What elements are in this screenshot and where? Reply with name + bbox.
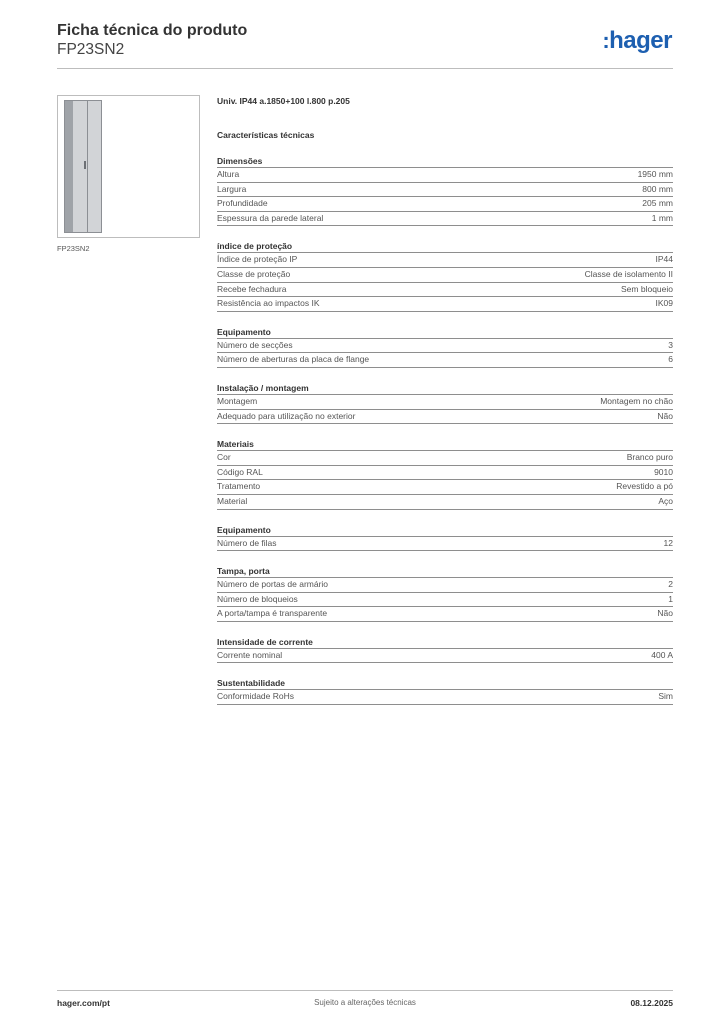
cabinet-door-split (87, 101, 88, 232)
spec-row (217, 649, 673, 664)
spec-value: Revestido a pó (616, 481, 673, 492)
spec-label: Material (217, 495, 248, 506)
logo-prefix: : (602, 28, 610, 53)
spec-row (217, 268, 673, 283)
spec-row (217, 451, 673, 466)
spec-section (217, 677, 673, 705)
spec-section (217, 382, 673, 424)
spec-label: Adequado para utilização no exterior (217, 410, 356, 421)
section-title: Equipamento (217, 524, 673, 537)
spec-value: Sem bloqueio (621, 283, 673, 294)
product-image (57, 95, 200, 238)
spec-row (217, 593, 673, 608)
spec-value: 205 mm (642, 198, 673, 209)
spec-row (217, 353, 673, 368)
spec-value: IP44 (655, 254, 673, 265)
spec-value: Branco puro (626, 452, 673, 463)
spec-row (217, 495, 673, 510)
spec-row (217, 339, 673, 354)
cabinet-side (65, 101, 73, 232)
spec-label: Profundidade (217, 198, 268, 209)
footer-divider (57, 990, 673, 991)
product-code: FP23SN2 (57, 41, 125, 58)
cabinet-handle (84, 161, 86, 169)
spec-value: 9010 (654, 466, 673, 477)
spec-value: 1 (668, 593, 673, 604)
spec-value: 400 A (651, 649, 673, 660)
spec-label: Número de filas (217, 537, 277, 548)
page-header (57, 20, 672, 70)
spec-value: Aço (658, 495, 673, 506)
section-title: Instalação / montagem (217, 382, 673, 395)
section-title: Sustentabilidade (217, 677, 673, 690)
footer-website: hager.com/pt (57, 998, 110, 1008)
spec-row (217, 297, 673, 312)
spec-label: Número de aberturas da placa de flange (217, 354, 370, 365)
spec-section (217, 155, 673, 226)
spec-label: Classe de proteção (217, 268, 291, 279)
page-footer (57, 998, 673, 1012)
image-caption: FP23SN2 (57, 244, 90, 253)
spec-value: 2 (668, 579, 673, 590)
spec-row (217, 410, 673, 425)
section-title: Tampa, porta (217, 565, 673, 578)
spec-heading: Características técnicas (217, 130, 315, 140)
product-name: Univ. IP44 a.1850+100 l.800 p.205 (217, 96, 350, 106)
spec-row (217, 395, 673, 410)
spec-value: Classe de isolamento II (584, 268, 673, 279)
spec-value: Não (657, 608, 673, 619)
footer-notice: Sujeito a alterações técnicas (314, 998, 416, 1007)
spec-value: IK09 (655, 298, 673, 309)
spec-value: 12 (663, 537, 673, 548)
spec-row (217, 197, 673, 212)
spec-label: Código RAL (217, 466, 263, 477)
section-title: Intensidade de corrente (217, 636, 673, 649)
spec-value: Não (657, 410, 673, 421)
spec-row (217, 212, 673, 227)
spec-label: Corrente nominal (217, 649, 283, 660)
spec-label: Espessura da parede lateral (217, 212, 324, 223)
spec-label: Número de portas de armário (217, 579, 329, 590)
spec-row (217, 253, 673, 268)
spec-row (217, 168, 673, 183)
spec-section (217, 565, 673, 622)
spec-value: 3 (668, 339, 673, 350)
spec-label: Recebe fechadura (217, 283, 287, 294)
spec-label: Montagem (217, 395, 258, 406)
spec-label: Cor (217, 452, 231, 463)
spec-value: 1 mm (651, 212, 673, 223)
spec-value: Sim (658, 691, 673, 702)
header-divider (57, 68, 673, 69)
spec-label: Resistência ao impactos IK (217, 298, 320, 309)
spec-sections (217, 155, 673, 705)
spec-section (217, 326, 673, 368)
spec-row (217, 578, 673, 593)
spec-label: Largura (217, 183, 247, 194)
hager-logo (602, 27, 672, 55)
spec-value: 800 mm (642, 183, 673, 194)
spec-label: Número de secções (217, 339, 293, 350)
spec-label: Tratamento (217, 481, 261, 492)
spec-label: Índice de proteção IP (217, 254, 298, 265)
section-title: Equipamento (217, 326, 673, 339)
spec-section (217, 240, 673, 311)
spec-label: Conformidade RoHs (217, 691, 295, 702)
spec-row (217, 690, 673, 705)
spec-row (217, 607, 673, 622)
spec-content (217, 95, 673, 705)
spec-row (217, 480, 673, 495)
spec-label: Número de bloqueios (217, 593, 298, 604)
spec-section (217, 524, 673, 552)
spec-row (217, 466, 673, 481)
spec-label: Altura (217, 169, 240, 179)
section-title: índice de proteção (217, 240, 673, 253)
spec-section (217, 438, 673, 509)
section-title: Materiais (217, 438, 673, 451)
spec-row (217, 183, 673, 198)
cabinet-illustration (64, 100, 102, 233)
spec-value: 6 (668, 354, 673, 365)
spec-value: Montagem no chão (600, 395, 673, 406)
spec-row (217, 537, 673, 552)
spec-label: A porta/tampa é transparente (217, 608, 328, 619)
footer-date: 08.12.2025 (630, 998, 673, 1008)
spec-section (217, 636, 673, 664)
spec-value: 1950 mm (637, 169, 673, 179)
spec-row (217, 283, 673, 298)
logo-text: hager (609, 27, 672, 54)
section-title: Dimensões (217, 155, 673, 168)
page-title: Ficha técnica do produto (57, 22, 248, 39)
